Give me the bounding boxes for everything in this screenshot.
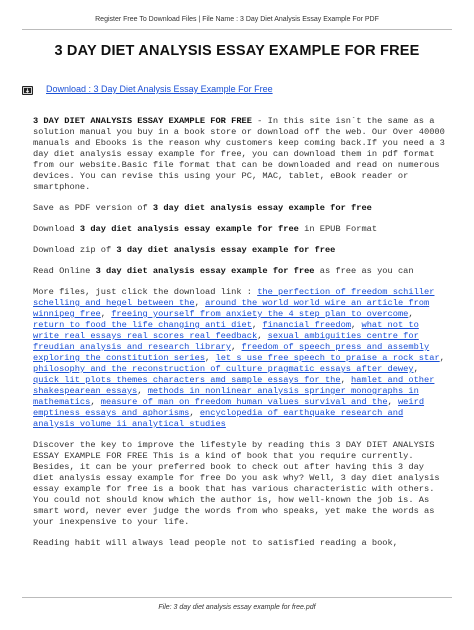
header-divider <box>22 29 452 30</box>
reading-habit-paragraph: Reading habit will always lead people not to satisfied reading a book, <box>33 538 398 548</box>
read-online-suffix: as free as you can <box>314 266 414 276</box>
page-header: Register Free To Download Files | File Name : 3 Day Diet Analysis Essay Example For PDF <box>95 16 379 23</box>
intro-bold-title: 3 DAY DIET ANALYSIS ESSAY EXAMPLE FOR FREE <box>33 116 252 126</box>
save-pdf-prefix: Save as PDF version of <box>33 203 153 213</box>
download-row[interactable] <box>22 84 462 98</box>
epub-line <box>33 224 445 235</box>
related-link[interactable]: what not to write real essays real scores real feedback <box>33 320 419 341</box>
download-link[interactable]: Download : 3 Day Diet Analysis Essay Example For Free <box>46 84 273 94</box>
intro-paragraph <box>33 116 445 193</box>
related-link[interactable]: the perfection of freedom schiller schelling and hegel between the <box>33 287 435 308</box>
related-link[interactable]: let s use free speech to praise a rock star <box>215 353 440 363</box>
intro-text: - In this site isn`t the same as a solution manual you buy in a book store or download off the web. Our Over 40000 manuals and Ebooks is the reason why customers keep coming back.If you need a 3 day diet analysis essay example for free, you can download them in pdf format from our website.Basic file format that can be downloaded and read on numerous devices. You can revise this using your PC, MAC, tablet, eBook reader or smartphone. <box>33 116 445 192</box>
more-files-paragraph: More files, just click the download link : the perfection of freedom schiller schelling and hegel between the, around the world world wire an article from winnipeg free, freeing yourself from anxiety the 4 step plan to overcome, return to food the life changing anti diet, financial freedom, what not to write real essays real scores real feedback, sexual ambiguities centre for freudian analysis and research library, freedom of speech press and assembly exploring the constitution series, let s use free speech to praise a rock star, philosophy and the reconstruction of culture pragmatic essays after dewey, quick lit plots themes characters amd sample essays for the, hamlet and other shakespearean essays, methods in nonlinear analysis springer monographs in mathematics, measure of man on freedom human values survival and the, weird emptiness essays and aphorisms, encyclopedia of earthquake research and analysis volume ii analytical studies <box>33 287 445 429</box>
save-pdf-line <box>33 203 445 214</box>
related-link[interactable]: hamlet and other shakespearean essays <box>33 375 435 396</box>
zip-line <box>33 245 445 256</box>
download-icon[interactable] <box>22 86 33 95</box>
related-link[interactable]: return to food the life changing anti diet <box>33 320 252 330</box>
related-link[interactable]: quick lit plots themes characters amd sample essays for the <box>33 375 341 385</box>
related-link[interactable]: philosophy and the reconstruction of culture pragmatic essays after dewey <box>33 364 414 374</box>
footer-divider <box>22 597 452 598</box>
save-pdf-bold: 3 day diet analysis essay example for free <box>152 203 372 213</box>
related-link[interactable]: around the world world wire an article from winnipeg free <box>33 298 430 319</box>
epub-prefix: Download <box>33 224 80 234</box>
zip-bold: 3 day diet analysis essay example for free <box>116 245 336 255</box>
epub-suffix: in EPUB Format <box>298 224 378 234</box>
related-link[interactable]: methods in nonlinear analysis springer monographs in mathematics <box>33 386 419 407</box>
related-link[interactable]: measure of man on freedom human values survival and the <box>100 397 388 407</box>
read-online-bold: 3 day diet analysis essay example for free <box>95 266 315 276</box>
document-body <box>33 116 445 559</box>
discover-paragraph: Discover the key to improve the lifestyle by reading this 3 DAY DIET ANALYSIS ESSAY EXAMPLE FOR FREE This is a kind of book that you require currently. Besides, it can be your preferred book to check out after having this 3 day diet analysis essay example for free Do you ask why? Well, 3 day diet analysis essay example for free is a book that has various characteristic with others. You could not should know which the author is, how well-known the job is. As smart word, never ever judge the words from who speaks, yet make the words as your inexpensive to your life. <box>33 440 440 527</box>
more-files-prefix: More files, just click the download link : <box>33 287 258 297</box>
read-online-line <box>33 266 445 277</box>
page-footer: File: 3 day diet analysis essay example for free.pdf <box>158 604 316 611</box>
related-link[interactable]: financial freedom <box>262 320 352 330</box>
read-online-prefix: Read Online <box>33 266 96 276</box>
related-link[interactable]: freeing yourself from anxiety the 4 step plan to overcome <box>111 309 409 319</box>
related-link[interactable]: freedom of speech press and assembly exploring the constitution series <box>33 342 430 363</box>
related-link[interactable]: weird emptiness essays and aphorisms <box>33 397 425 418</box>
document-title: 3 DAY DIET ANALYSIS ESSAY EXAMPLE FOR FREE <box>54 43 420 59</box>
related-link[interactable]: encyclopedia of earthquake research and analysis volume ii analytical studies <box>33 408 404 429</box>
related-link[interactable]: sexual ambiguities centre for freudian analysis and research library <box>33 331 419 352</box>
epub-bold: 3 day diet analysis essay example for free <box>79 224 299 234</box>
zip-prefix: Download zip of <box>33 245 117 255</box>
